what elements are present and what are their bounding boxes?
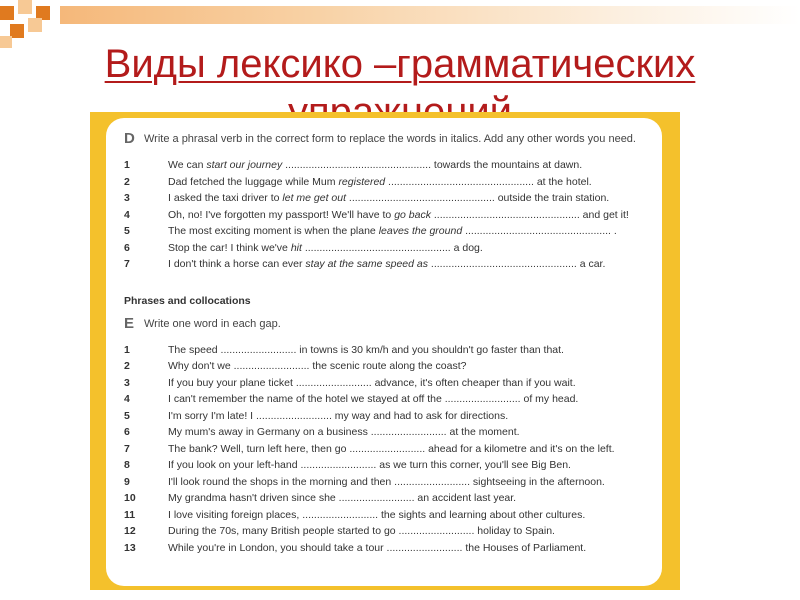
section-heading: Phrases and collocations	[124, 294, 251, 307]
exercise-d-list	[124, 157, 646, 273]
item-text: The most exciting moment is when the plane leaves the ground .................................................. .	[168, 225, 617, 237]
exercise-e-item	[124, 342, 646, 359]
item-text: During the 70s, many British people started to go .......................... holiday to Spain.	[168, 525, 555, 537]
item-text: My grandma hasn't driven since she .......................... an accident last year.	[168, 492, 517, 504]
exercise-d-item	[124, 256, 646, 273]
exercise-d-letter: D	[124, 130, 135, 147]
item-number: 2	[124, 175, 130, 188]
item-number: 6	[124, 241, 130, 254]
item-number: 8	[124, 459, 130, 471]
item-number: 4	[124, 208, 130, 221]
item-number: 6	[124, 426, 130, 438]
slide-title-line1: Виды лексико –грамматических	[104, 42, 696, 86]
item-number: 12	[124, 525, 136, 537]
exercise-e-item	[124, 474, 646, 491]
item-number: 3	[124, 376, 130, 389]
item-text: Why don't we .......................... the scenic route along the coast?	[168, 360, 467, 372]
item-text: While you're in London, you should take a tour .......................... the Houses of Parliament.	[168, 541, 587, 554]
exercise-d-instruction: D Write a phrasal verb in the correct form to replace the words in italics. Add any other words you need.	[124, 130, 636, 147]
item-text: I don't think a horse can ever stay at the same speed as .................................................. a car.	[168, 258, 606, 270]
item-text: The bank? Well, turn left here, then go .......................... ahead for a kilometre and it's on the left.	[168, 442, 615, 455]
exercise-e-item	[124, 408, 646, 425]
item-text: We can start our journey .................................................. towards the mountains at dawn.	[168, 159, 583, 171]
item-text: I'm sorry I'm late! I .......................... my way and had to ask for directions.	[168, 409, 509, 422]
item-number: 13	[124, 541, 136, 554]
exercise-d-item	[124, 157, 646, 174]
exercise-e-instruction: E Write one word in each gap.	[124, 314, 281, 332]
exercise-d-item	[124, 190, 646, 207]
item-number: 2	[124, 360, 130, 372]
item-number: 1	[124, 343, 130, 356]
exercise-e-item	[124, 391, 646, 408]
item-number: 10	[124, 492, 136, 504]
item-number: 9	[124, 475, 130, 488]
item-text: I'll look round the shops in the morning and then .......................... sightseeing in the afternoon.	[168, 475, 605, 488]
item-number: 1	[124, 159, 130, 171]
item-text: Oh, no! I've forgotten my passport! We'll have to go back .................................................. and get it!	[168, 208, 629, 221]
item-number: 7	[124, 442, 130, 455]
item-text: Stop the car! I think we've hit .................................................. a dog.	[168, 241, 483, 254]
item-text: The speed .......................... in towns is 30 km/h and you shouldn't go faster than that.	[168, 343, 564, 356]
worksheet-image	[106, 118, 662, 586]
exercise-d-item	[124, 223, 646, 240]
exercise-d-item	[124, 240, 646, 257]
exercise-e-list	[124, 342, 646, 557]
item-text: Dad fetched the luggage while Mum registered .................................................. at the hotel.	[168, 175, 592, 188]
exercise-d-item	[124, 174, 646, 191]
exercise-e-item	[124, 523, 646, 540]
exercise-d-item	[124, 207, 646, 224]
exercise-e-item	[124, 358, 646, 375]
exercise-e-letter: E	[124, 314, 135, 332]
item-number: 5	[124, 409, 130, 422]
exercise-e-item	[124, 424, 646, 441]
item-text: My mum's away in Germany on a business .......................... at the moment.	[168, 426, 520, 438]
exercise-e-item	[124, 507, 646, 524]
item-text: If you buy your plane ticket .......................... advance, it's often cheaper than if you wait.	[168, 376, 576, 389]
item-text: If you look on your left-hand .......................... as we turn this corner, you'll see Big Ben.	[168, 459, 571, 471]
exercise-e-item	[124, 375, 646, 392]
item-text: I love visiting foreign places, .......................... the sights and learning about other cultures.	[168, 508, 586, 521]
item-text: I can't remember the name of the hotel we stayed at off the .......................... of my head.	[168, 393, 579, 405]
item-number: 11	[124, 508, 136, 521]
item-text: I asked the taxi driver to let me get out .................................................. outside the train station.	[168, 192, 610, 204]
exercise-e-item	[124, 490, 646, 507]
item-number: 3	[124, 192, 130, 204]
item-number: 4	[124, 393, 130, 405]
item-number: 5	[124, 225, 130, 237]
top-gradient-band	[60, 6, 800, 24]
item-number: 7	[124, 258, 130, 270]
exercise-e-item	[124, 457, 646, 474]
exercise-e-item	[124, 441, 646, 458]
exercise-e-item	[124, 540, 646, 557]
